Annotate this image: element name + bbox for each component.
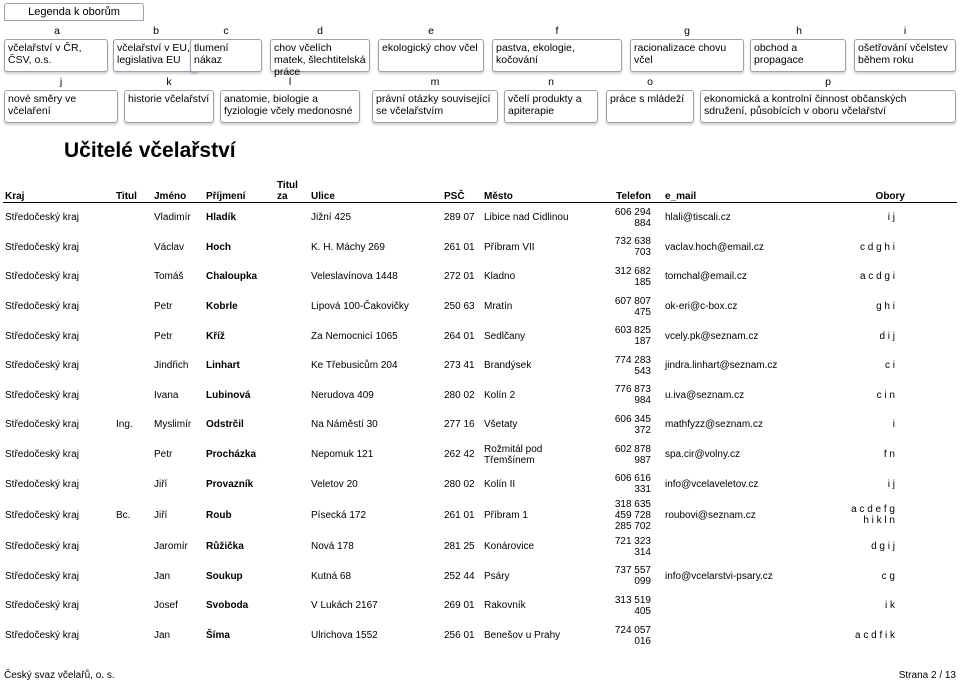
cell-mesto: Libice nad Cidlinou	[484, 212, 569, 224]
cell-titul	[114, 440, 152, 470]
col-ulice: Ulice	[309, 170, 442, 203]
cell-titul	[114, 469, 152, 499]
cell-telefon: 774 283 543	[614, 354, 651, 377]
col-email: e_mail	[653, 170, 849, 203]
cell-ulice: Za Nemocnicí 1065	[311, 330, 398, 342]
cell-jmeno: Josef	[154, 600, 178, 612]
cell-prijmeni: Růžička	[206, 541, 244, 553]
teachers-table	[3, 170, 957, 650]
cell-mesto: Brandýsek	[484, 360, 532, 372]
cell-email[interactable]: info@vcelaveletov.cz	[665, 478, 759, 490]
legend-letter: h	[796, 25, 802, 37]
cell-psc: 252 44	[444, 570, 475, 582]
cell-psc: 277 16	[444, 419, 475, 431]
cell-jmeno: Václav	[154, 241, 185, 253]
cell-mesto: Benešov u Prahy	[484, 630, 561, 642]
cell-titul	[114, 262, 152, 292]
cell-titul-za	[275, 321, 309, 351]
cell-ulice: Nepomuk 121	[311, 449, 374, 461]
cell-kraj: Středočeský kraj	[5, 419, 79, 431]
cell-email[interactable]: u.iva@seznam.cz	[665, 389, 745, 401]
cell-jmeno: Vladimír	[154, 212, 191, 224]
legend-box: nové směry ve včelaření	[4, 90, 118, 123]
cell-mesto: Kolín 2	[484, 389, 516, 401]
cell-titul-za	[275, 440, 309, 470]
cell-jmeno: Jaromír	[154, 541, 188, 553]
cell-jmeno: Petr	[154, 330, 173, 342]
legend-letter: l	[288, 76, 292, 88]
cell-obory: i j	[887, 478, 895, 490]
cell-ulice: Kutná 68	[311, 570, 352, 582]
cell-mesto: Všetaty	[484, 419, 518, 431]
cell-psc: 280 02	[444, 478, 475, 490]
cell-mesto: Příbram 1	[484, 509, 528, 521]
cell-titul	[114, 532, 152, 562]
table-header-row	[3, 170, 957, 203]
col-titul: Titul	[114, 170, 152, 203]
cell-ulice: Ke Třebusicům 204	[311, 360, 398, 372]
legend-letter: b	[153, 25, 159, 37]
cell-kraj: Středočeský kraj	[5, 478, 79, 490]
cell-ulice: Nová 178	[311, 541, 354, 553]
table-row	[3, 233, 957, 263]
cell-ulice: Nerudova 409	[311, 389, 374, 401]
cell-psc: 269 01	[444, 600, 475, 612]
cell-kraj: Středočeský kraj	[5, 360, 79, 372]
cell-telefon: 312 682 185	[614, 265, 651, 288]
page-title: Učitelé včelařství	[64, 139, 236, 162]
cell-telefon: 721 323 314	[614, 535, 651, 558]
cell-prijmeni: Kříž	[206, 330, 225, 342]
cell-titul-za	[275, 262, 309, 292]
cell-titul	[114, 562, 152, 592]
cell-obory: c i	[885, 360, 895, 372]
cell-email[interactable]: vaclav.hoch@email.cz	[665, 241, 764, 253]
table-row	[3, 262, 957, 292]
cell-titul-za	[275, 532, 309, 562]
cell-obory: d g i j	[871, 541, 895, 553]
cell-titul-za	[275, 351, 309, 381]
cell-mesto: Rakovník	[484, 600, 526, 612]
cell-prijmeni: Chaloupka	[206, 271, 258, 283]
cell-titul-za	[275, 410, 309, 440]
cell-email[interactable]: spa.cir@volny.cz	[665, 449, 740, 461]
cell-kraj: Středočeský kraj	[5, 301, 79, 313]
table-row	[3, 410, 957, 440]
cell-titul	[114, 233, 152, 263]
cell-ulice: Lipová 100-Čakovičky	[311, 301, 409, 313]
legend-box: včelařství v EU, legislativa EU	[113, 39, 199, 72]
cell-titul	[114, 292, 152, 322]
cell-titul-za	[275, 591, 309, 621]
legend-letter: a	[54, 25, 60, 37]
cell-titul-za	[275, 562, 309, 592]
cell-mesto: Psáry	[484, 570, 510, 582]
cell-obory: a c d f i k	[854, 630, 895, 642]
cell-obory: a c d g i	[859, 271, 895, 283]
table-row	[3, 351, 957, 381]
legend-tab[interactable]: Legenda k oborům	[4, 3, 144, 21]
cell-mesto: Konárovice	[484, 541, 535, 553]
legend-letter: i	[903, 25, 907, 37]
table-row	[3, 469, 957, 499]
cell-prijmeni: Kobrle	[206, 301, 238, 313]
legend-box: obchod a propagace	[750, 39, 846, 72]
cell-telefon: 606 294 884	[614, 206, 651, 229]
legend-box: racionalizace chovu včel	[630, 39, 744, 72]
cell-jmeno: Jan	[154, 570, 171, 582]
cell-jmeno: Ivana	[154, 389, 179, 401]
legend-box: právní otázky související se včelařstvím	[372, 90, 498, 123]
cell-kraj: Středočeský kraj	[5, 630, 79, 642]
table-row	[3, 292, 957, 322]
cell-psc: 261 01	[444, 509, 475, 521]
cell-telefon: 776 873 984	[614, 384, 651, 407]
legend-letter: g	[684, 25, 690, 37]
cell-prijmeni: Odstrčil	[206, 419, 244, 431]
cell-prijmeni: Provazník	[206, 478, 254, 490]
cell-email[interactable]: mathfyzz@seznam.cz	[665, 419, 763, 431]
table-row	[3, 499, 957, 532]
cell-prijmeni: Roub	[206, 509, 232, 521]
cell-titul	[114, 591, 152, 621]
cell-email[interactable]: hlali@tiscali.cz	[665, 212, 731, 224]
cell-email[interactable]: info@vcelarstvi-psary.cz	[665, 570, 773, 582]
table-row	[3, 562, 957, 592]
cell-prijmeni: Lubinová	[206, 389, 251, 401]
table-row	[3, 381, 957, 411]
cell-obory: f n	[883, 449, 895, 461]
cell-ulice: Veletov 20	[311, 478, 358, 490]
col-mesto: Město	[482, 170, 597, 203]
cell-titul	[114, 621, 152, 651]
cell-prijmeni: Procházka	[206, 449, 257, 461]
legend-letter: n	[548, 76, 554, 88]
cell-psc: 273 41	[444, 360, 475, 372]
cell-email[interactable]: vcely.pk@seznam.cz	[665, 330, 759, 342]
cell-ulice: K. H. Máchy 269	[311, 241, 385, 253]
cell-telefon: 603 825 187	[614, 325, 651, 348]
cell-mesto: Rožmitál pod Třemšínem	[484, 443, 543, 466]
cell-psc: 281 25	[444, 541, 475, 553]
cell-prijmeni: Svoboda	[206, 600, 249, 612]
col-telefon: Telefon	[597, 170, 653, 203]
table-row	[3, 321, 957, 351]
cell-obory: i j	[887, 212, 895, 224]
cell-psc: 280 02	[444, 389, 475, 401]
legend-box: anatomie, biologie a fyziologie včely medonosné	[220, 90, 360, 123]
legend-box: práce s mládeží	[606, 90, 694, 123]
legend-box: ekonomická a kontrolní činnost občanských sdružení, působících v oboru včelařství	[700, 90, 956, 123]
cell-email[interactable]: jindra.linhart@seznam.cz	[665, 360, 778, 372]
cell-obory: c g	[881, 570, 895, 582]
cell-telefon: 724 057 016	[614, 624, 651, 647]
table-row	[3, 440, 957, 470]
cell-email[interactable]: tomchal@email.cz	[665, 271, 747, 283]
legend-letter: m	[430, 76, 440, 88]
col-jmeno: Jméno	[152, 170, 204, 203]
cell-email[interactable]	[653, 621, 849, 651]
cell-obory: i k	[885, 600, 895, 612]
legend-letter: j	[59, 76, 63, 88]
cell-mesto: Kladno	[484, 271, 516, 283]
cell-titul	[114, 203, 152, 233]
cell-email[interactable]	[653, 532, 849, 562]
cell-kraj: Středočeský kraj	[5, 541, 79, 553]
cell-titul-za	[275, 233, 309, 263]
legend-box: včelí produkty a apiterapie	[504, 90, 598, 123]
legend-box: tlumení nákaz	[190, 39, 262, 72]
legend-letter: c	[223, 25, 229, 37]
footer-page-number: Strana 2 / 13	[898, 670, 956, 681]
cell-mesto: Sedlčany	[484, 330, 526, 342]
cell-kraj: Středočeský kraj	[5, 241, 79, 253]
cell-prijmeni: Hladík	[206, 212, 237, 224]
legend-letter: p	[825, 76, 831, 88]
cell-kraj: Středočeský kraj	[5, 389, 79, 401]
cell-titul-za	[275, 203, 309, 233]
col-kraj: Kraj	[3, 170, 114, 203]
cell-psc: 289 07	[444, 212, 475, 224]
footer-organization: Český svaz včelařů, o. s.	[4, 670, 115, 681]
cell-telefon: 606 345 372	[614, 413, 651, 436]
cell-titul-za	[275, 499, 309, 532]
cell-titul	[114, 321, 152, 351]
table-row	[3, 591, 957, 621]
cell-psc: 264 01	[444, 330, 475, 342]
cell-jmeno: Petr	[154, 301, 173, 313]
cell-email[interactable]: roubovi@seznam.cz	[665, 509, 756, 521]
cell-obory: a c d e f g h i k l n	[851, 504, 895, 527]
col-obory: Obory	[849, 170, 957, 203]
cell-titul-za	[275, 381, 309, 411]
cell-email[interactable]: ok-eri@c-box.cz	[665, 301, 738, 313]
cell-psc: 250 63	[444, 301, 475, 313]
cell-kraj: Středočeský kraj	[5, 600, 79, 612]
cell-jmeno: Myslimír	[154, 419, 192, 431]
cell-telefon: 607 807 475	[614, 295, 651, 318]
legend-box: chov včelích matek, šlechtitelská práce	[270, 39, 370, 72]
cell-telefon: 602 878 987	[614, 443, 651, 466]
table-row	[3, 621, 957, 651]
cell-telefon: 313 519 405	[614, 594, 651, 617]
cell-obory: c d g h i	[859, 241, 895, 253]
cell-titul	[114, 351, 152, 381]
cell-ulice: Veleslavínova 1448	[311, 271, 398, 283]
cell-jmeno: Jiří	[154, 509, 168, 521]
col-psc: PSČ	[442, 170, 482, 203]
cell-telefon: 318 635 459 728 285 702	[614, 498, 651, 532]
cell-psc: 256 01	[444, 630, 475, 642]
cell-titul	[114, 381, 152, 411]
cell-mesto: Kolín II	[484, 478, 516, 490]
cell-prijmeni: Šíma	[206, 630, 230, 642]
legend-letter: d	[317, 25, 323, 37]
legend-letter: o	[647, 76, 653, 88]
table-body	[3, 203, 957, 651]
cell-telefon: 732 638 703	[614, 236, 651, 259]
cell-kraj: Středočeský kraj	[5, 330, 79, 342]
cell-mesto: Mratín	[484, 301, 513, 313]
cell-ulice: Jižní 425	[311, 212, 352, 224]
cell-ulice: V Lukách 2167	[311, 600, 378, 612]
cell-jmeno: Jiří	[154, 478, 168, 490]
cell-psc: 262 42	[444, 449, 475, 461]
legend-box: včelařství v ČR, ČSV, o.s.	[4, 39, 108, 72]
cell-prijmeni: Hoch	[206, 241, 231, 253]
cell-email[interactable]	[653, 591, 849, 621]
legend-box: ošetřování včelstev během roku	[854, 39, 956, 72]
legend-letter: f	[555, 25, 559, 37]
cell-obory: d i j	[879, 330, 895, 342]
cell-titul: Ing.	[116, 419, 133, 431]
legend-box: historie včelařství	[124, 90, 214, 123]
legend-box: ekologický chov včel	[378, 39, 484, 72]
table-row	[3, 203, 957, 233]
cell-prijmeni: Soukup	[206, 570, 243, 582]
cell-telefon: 737 557 099	[614, 565, 651, 588]
legend-letter: e	[428, 25, 434, 37]
cell-obory: i	[892, 419, 895, 431]
cell-prijmeni: Linhart	[206, 360, 240, 372]
cell-psc: 272 01	[444, 271, 475, 283]
cell-jmeno: Jindřich	[154, 360, 189, 372]
cell-jmeno: Tomáš	[154, 271, 184, 283]
cell-kraj: Středočeský kraj	[5, 212, 79, 224]
legend-box: pastva, ekologie, kočování	[492, 39, 622, 72]
cell-jmeno: Petr	[154, 449, 173, 461]
cell-jmeno: Jan	[154, 630, 171, 642]
legend-letter: k	[166, 76, 172, 88]
cell-titul: Bc.	[116, 509, 131, 521]
cell-psc: 261 01	[444, 241, 475, 253]
cell-mesto: Příbram VII	[484, 241, 535, 253]
cell-kraj: Středočeský kraj	[5, 570, 79, 582]
col-titul-za: Titul za	[275, 170, 309, 203]
cell-obory: g h i	[876, 301, 895, 313]
cell-titul-za	[275, 292, 309, 322]
cell-obory: c i n	[876, 389, 895, 401]
cell-ulice: Na Náměstí 30	[311, 419, 378, 431]
table-row	[3, 532, 957, 562]
cell-kraj: Středočeský kraj	[5, 271, 79, 283]
cell-titul-za	[275, 621, 309, 651]
cell-ulice: Písecká 172	[311, 509, 367, 521]
cell-kraj: Středočeský kraj	[5, 509, 79, 521]
cell-telefon: 606 616 331	[614, 473, 651, 496]
cell-ulice: Ulrichova 1552	[311, 630, 378, 642]
cell-titul-za	[275, 469, 309, 499]
col-prijmeni: Příjmení	[204, 170, 275, 203]
cell-kraj: Středočeský kraj	[5, 449, 79, 461]
